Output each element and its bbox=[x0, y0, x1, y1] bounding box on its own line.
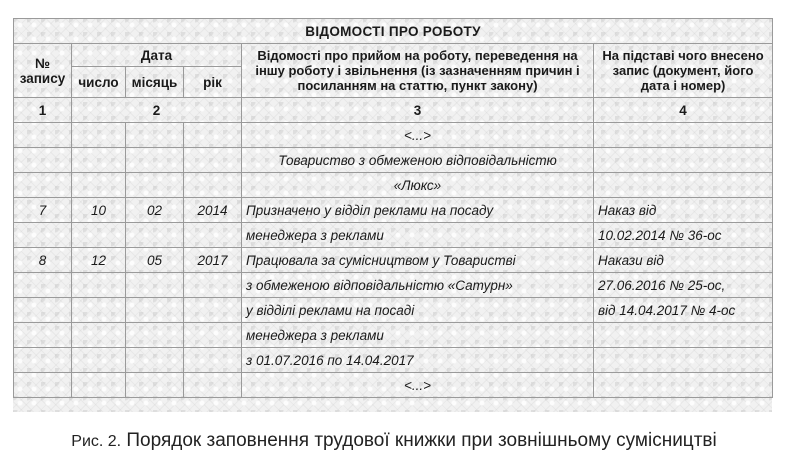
cell-info: «Люкс» bbox=[242, 173, 594, 198]
cell-month bbox=[126, 298, 184, 323]
cell-month bbox=[126, 323, 184, 348]
header-day: число bbox=[72, 67, 126, 98]
cell-year bbox=[184, 373, 242, 398]
cell-day bbox=[72, 273, 126, 298]
cell-year bbox=[184, 298, 242, 323]
cell-basis bbox=[594, 173, 773, 198]
cell-basis: 10.02.2014 № 36-ос bbox=[594, 223, 773, 248]
cell-day bbox=[72, 373, 126, 398]
table-row bbox=[14, 223, 773, 248]
cell-day: 10 bbox=[72, 198, 126, 223]
caption-text: Порядок заповнення трудової книжки при зовнішньому сумісництві bbox=[126, 430, 717, 451]
header-month: місяць bbox=[126, 67, 184, 98]
cell-record-no bbox=[14, 273, 72, 298]
cell-basis: Накази від bbox=[594, 248, 773, 273]
table-row bbox=[14, 248, 773, 273]
cell-month: 02 bbox=[126, 198, 184, 223]
cell-info: менеджера з реклами bbox=[242, 323, 594, 348]
cell-basis: Наказ від bbox=[594, 198, 773, 223]
cell-day bbox=[72, 173, 126, 198]
cell-day bbox=[72, 148, 126, 173]
cell-record-no bbox=[14, 298, 72, 323]
cell-day bbox=[72, 223, 126, 248]
cell-year bbox=[184, 123, 242, 148]
cell-year bbox=[184, 348, 242, 373]
cell-day bbox=[72, 323, 126, 348]
cell-year bbox=[184, 223, 242, 248]
header-basis: На підставі чого внесено запис (документ, його дата і номер) bbox=[594, 44, 773, 98]
caption-label: Рис. 2. bbox=[71, 433, 122, 450]
cell-record-no bbox=[14, 148, 72, 173]
cell-day: 12 bbox=[72, 248, 126, 273]
cell-day bbox=[72, 123, 126, 148]
cell-info: <...> bbox=[242, 373, 594, 398]
cell-month bbox=[126, 223, 184, 248]
cell-year: 2017 bbox=[184, 248, 242, 273]
cell-record-no bbox=[14, 173, 72, 198]
table-row bbox=[14, 173, 773, 198]
cell-record-no bbox=[14, 348, 72, 373]
table-row bbox=[14, 198, 773, 223]
header-date: Дата bbox=[72, 44, 242, 67]
cell-basis bbox=[594, 323, 773, 348]
cell-month bbox=[126, 273, 184, 298]
cell-info: <...> bbox=[242, 123, 594, 148]
cell-basis: від 14.04.2017 № 4-ос bbox=[594, 298, 773, 323]
table-row bbox=[14, 148, 773, 173]
cell-record-no: 7 bbox=[14, 198, 72, 223]
cell-basis bbox=[594, 123, 773, 148]
cell-record-no bbox=[14, 223, 72, 248]
cell-record-no bbox=[14, 323, 72, 348]
cell-year bbox=[184, 273, 242, 298]
table-row bbox=[14, 273, 773, 298]
column-number-4: 4 bbox=[594, 98, 773, 123]
cell-day bbox=[72, 298, 126, 323]
table-row bbox=[14, 298, 773, 323]
cell-info: з 01.07.2016 по 14.04.2017 bbox=[242, 348, 594, 373]
cell-month bbox=[126, 148, 184, 173]
cell-basis bbox=[594, 348, 773, 373]
table-row bbox=[14, 348, 773, 373]
cell-record-no bbox=[14, 123, 72, 148]
cell-info: у відділі реклами на посаді bbox=[242, 298, 594, 323]
table-row bbox=[14, 123, 773, 148]
column-number-1: 1 bbox=[14, 98, 72, 123]
work-record-sheet bbox=[13, 18, 772, 412]
cell-basis bbox=[594, 148, 773, 173]
cell-info: Призначено у відділ реклами на посаду bbox=[242, 198, 594, 223]
cell-month bbox=[126, 123, 184, 148]
cell-month: 05 bbox=[126, 248, 184, 273]
table-row bbox=[14, 373, 773, 398]
cell-info: менеджера з реклами bbox=[242, 223, 594, 248]
header-record-no: № запису bbox=[14, 44, 72, 98]
cell-basis bbox=[594, 373, 773, 398]
cell-record-no: 8 bbox=[14, 248, 72, 273]
table-row bbox=[14, 323, 773, 348]
cell-year bbox=[184, 323, 242, 348]
cell-year bbox=[184, 173, 242, 198]
column-number-2: 2 bbox=[72, 98, 242, 123]
cell-month bbox=[126, 348, 184, 373]
column-number-3: 3 bbox=[242, 98, 594, 123]
cell-info: Працювала за сумісництвом у Товаристві bbox=[242, 248, 594, 273]
cell-month bbox=[126, 173, 184, 198]
cell-day bbox=[72, 348, 126, 373]
table-title: ВІДОМОСТІ ПРО РОБОТУ bbox=[14, 19, 773, 44]
cell-info: Товариство з обмеженою відповідальністю bbox=[242, 148, 594, 173]
cell-basis: 27.06.2016 № 25-ос, bbox=[594, 273, 773, 298]
work-record-table bbox=[13, 18, 773, 398]
cell-info: з обмеженою відповідальністю «Сатурн» bbox=[242, 273, 594, 298]
header-year: рік bbox=[184, 67, 242, 98]
cell-month bbox=[126, 373, 184, 398]
cell-record-no bbox=[14, 373, 72, 398]
figure-caption bbox=[0, 430, 788, 452]
cell-year bbox=[184, 148, 242, 173]
header-info: Відомості про прийом на роботу, переведення на іншу роботу і звільнення (із зазначенням причин і посиланням на статтю, пункт закону) bbox=[242, 44, 594, 98]
cell-year: 2014 bbox=[184, 198, 242, 223]
